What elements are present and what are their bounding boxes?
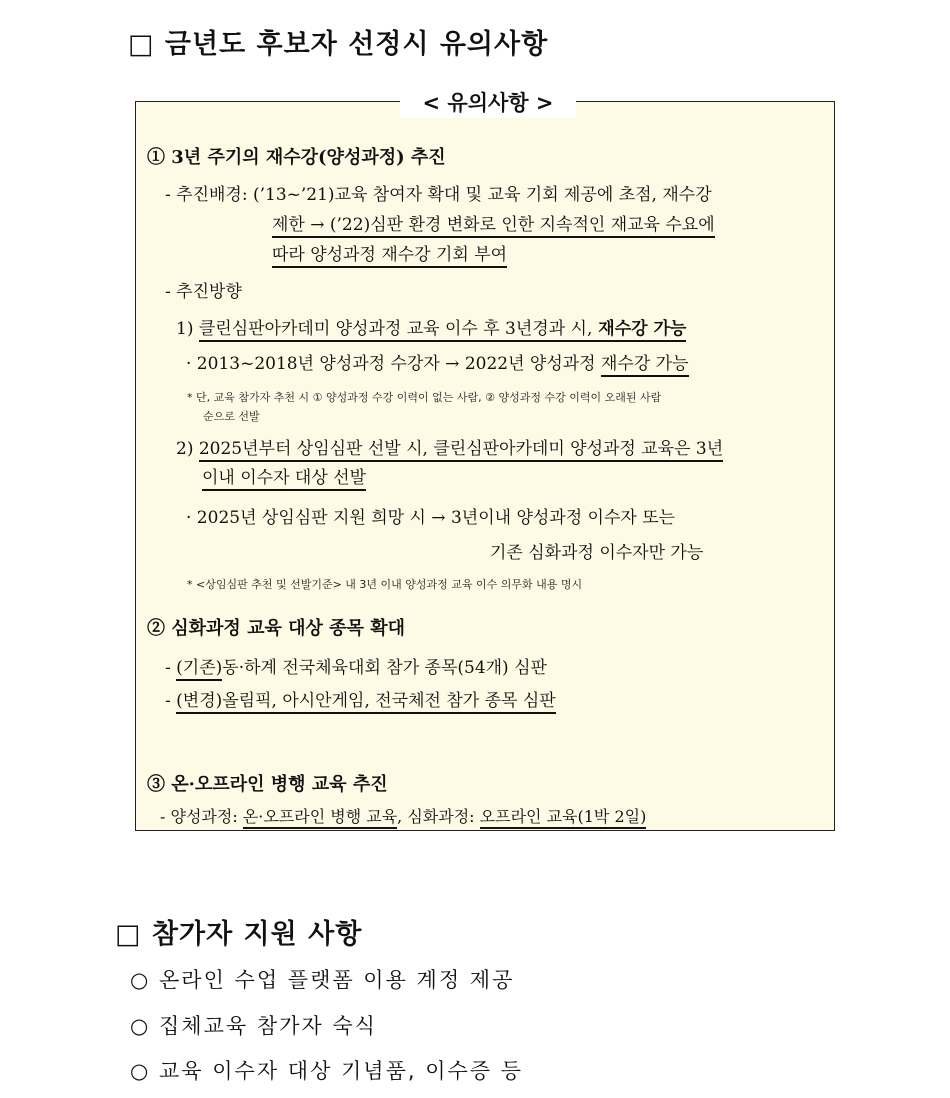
item1-point2-bullet-line2: 기존 심화과정 이수자만 가능 xyxy=(490,543,704,563)
item2-line1-dash: - xyxy=(165,658,177,678)
section-heading-support: □ 참가자 지원 사항 xyxy=(115,919,363,950)
item1-point2-note: * <상임심판 추천 및 선발기준> 내 3년 이내 양성과정 교육 이수 의무화 내용 명시 xyxy=(187,578,583,591)
item1-point2-line2 xyxy=(202,463,366,488)
item1-point1-main: 클린심판아카데미 양성과정 교육 이수 후 3년경과 시, xyxy=(198,319,593,339)
item2-line2-dash: - xyxy=(165,691,177,711)
item1-background-line3 xyxy=(272,240,507,265)
item1-point1-note-line1: * 단, 교육 참가자 추천 시 ① 양성과정 수강 이력이 없는 사람, ② 양성과정 수강 이력이 오래된 사람 xyxy=(187,391,662,404)
item1-point2-bullet-line1: · 2025년 상임심판 지원 희망 시 → 3년이내 양성과정 이수자 또는 xyxy=(186,508,676,528)
item1-point1-bullet xyxy=(186,349,689,374)
item1-point1-bullet-underlined: 재수강 가능 xyxy=(601,354,689,377)
item2-heading: ② 심화과정 교육 대상 종목 확대 xyxy=(147,618,405,639)
item1-point1-number: 1) xyxy=(176,319,194,339)
support-item: ○ 교육 이수자 대상 기념품, 이수증 등 xyxy=(130,1059,524,1083)
item2-line1-text: 동·하계 전국체육대회 참가 종목(54개) 심판 xyxy=(222,658,547,678)
item1-point1-text xyxy=(199,319,686,342)
item3-line1-mid: , 심화과정: xyxy=(397,807,480,826)
item1-direction-label: - 추진방향 xyxy=(165,282,242,302)
item3-line1 xyxy=(160,804,646,827)
item1-background-line1: - 추진배경: (’13~’21)교육 참여자 확대 및 교육 기회 제공에 초점, 재수강 xyxy=(165,185,712,205)
item1-background-line2-text: 제한 → (’22)심판 환경 변화로 인한 지속적인 재교육 수요에 xyxy=(272,215,715,238)
item1-point2-line1-text: 2025년부터 상임심판 선발 시, 클린심판아카데미 양성과정 교육은 3년 xyxy=(199,439,723,462)
item3-line1-label: - 양성과정: xyxy=(160,807,243,826)
item1-point1-bold: 재수강 가능 xyxy=(592,319,687,339)
item1-background-line2 xyxy=(272,210,715,235)
item2-line2-underlined: (변경)올림픽, 아시안게임, 전국체전 참가 종목 심판 xyxy=(176,691,556,714)
item1-point2-number: 2) xyxy=(176,439,194,459)
item2-line1-underlined: (기존) xyxy=(176,658,222,681)
item1-background-line3-text: 따라 양성과정 재수강 기회 부여 xyxy=(272,245,507,268)
item1-heading: ① 3년 주기의 재수강(양성과정) 추진 xyxy=(147,147,446,168)
support-item: ○ 집체교육 참가자 숙식 xyxy=(130,1014,377,1038)
item3-heading: ③ 온·오프라인 병행 교육 추진 xyxy=(147,774,388,795)
section-heading-notes: □ 금년도 후보자 선정시 유의사항 xyxy=(128,29,549,60)
item1-point2-line2-text: 이내 이수자 대상 선발 xyxy=(202,468,366,491)
item1-point1 xyxy=(176,314,686,339)
item1-point2-line1 xyxy=(176,434,723,459)
item1-point1-bullet-text: · 2013~2018년 양성과정 수강자 → 2022년 양성과정 xyxy=(186,354,596,374)
item2-line2 xyxy=(165,686,556,711)
item3-line1-underlined1: 온·오프라인 병행 교육 xyxy=(243,807,397,829)
item1-point1-note-line2: 순으로 선발 xyxy=(203,410,260,423)
support-item: ○ 온라인 수업 플랫폼 이용 계정 제공 xyxy=(130,968,515,992)
item2-line1 xyxy=(165,653,547,678)
item3-line1-underlined2: 오프라인 교육(1박 2일) xyxy=(480,807,647,829)
notice-box-title: < 유의사항 > xyxy=(400,88,576,118)
